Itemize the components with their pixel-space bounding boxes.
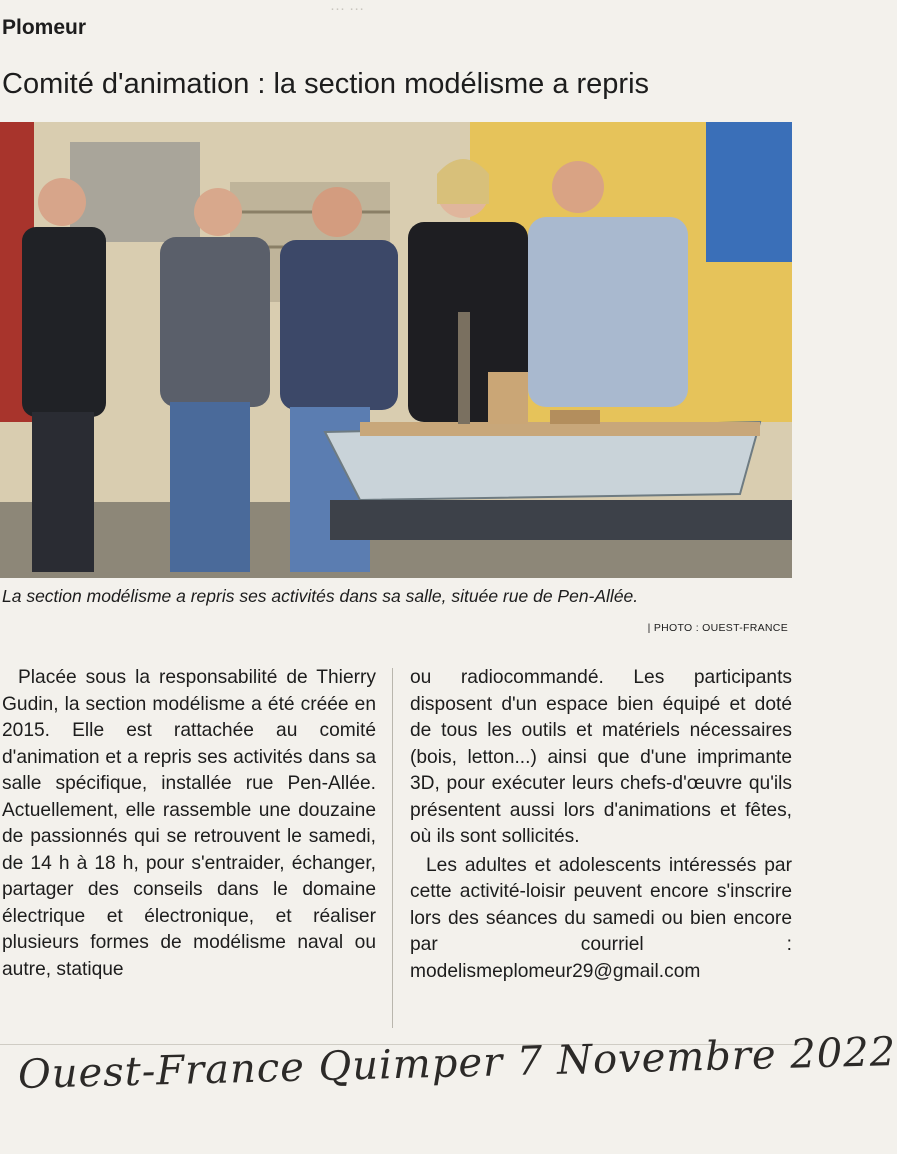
- paragraph: ou radiocommandé. Les participants disposent d'un espace bien équipé et doté de tous les outils et matériels nécessaires (bois, letton...) ainsi que d'une imprimante 3D, pour exécuter leurs chefs-d'œuvre qu'ils présentent aussi lors d'animations et fêtes, où ils sont sollicités.: [410, 667, 792, 847]
- photo-caption: La section modélisme a repris ses activités dans sa salle, située rue de Pen-Allée.: [2, 586, 639, 606]
- article-photo: [0, 122, 792, 578]
- column-divider: [392, 668, 393, 1028]
- article-headline: Comité d'animation : la section modélisme a repris: [2, 68, 650, 100]
- photo-credit: | PHOTO : OUEST-FRANCE: [647, 622, 788, 634]
- photo-illustration: [0, 122, 792, 578]
- work-table: [330, 500, 792, 540]
- article-column-1: [2, 665, 376, 983]
- handwritten-annotation: Ouest-France Quimper 7 Novembre 2022: [17, 1029, 897, 1098]
- section-kicker: Plomeur: [2, 16, 87, 39]
- blue-poster: [706, 122, 792, 262]
- article-column-2: [410, 665, 792, 985]
- paragraph: Placée sous la responsabilité de Thierry Gudin, la section modélisme a été créée en 2015. Elle est rattachée au comité d'animation et a repris ses activités dans sa salle spécifique, installée rue Pen-Allée. Actuellement, elle rassemble une douzaine de passionnés qui se retrouvent le samedi, de 14 h à 18 h, pour s'entraider, échanger, partager des conseils dans le domaine électrique et électronique, et réaliser plusieurs formes de modélisme naval ou autre, statique: [2, 667, 376, 980]
- bleed-through-text: ··· ···: [330, 0, 365, 17]
- paragraph: Les adultes et adolescents intéressés par cette activité-loisir peuvent encore s'inscrire lors des séances du samedi ou bien encore par courriel : modelismeplomeur29@gmail.com: [410, 854, 792, 982]
- person-1: [22, 178, 106, 572]
